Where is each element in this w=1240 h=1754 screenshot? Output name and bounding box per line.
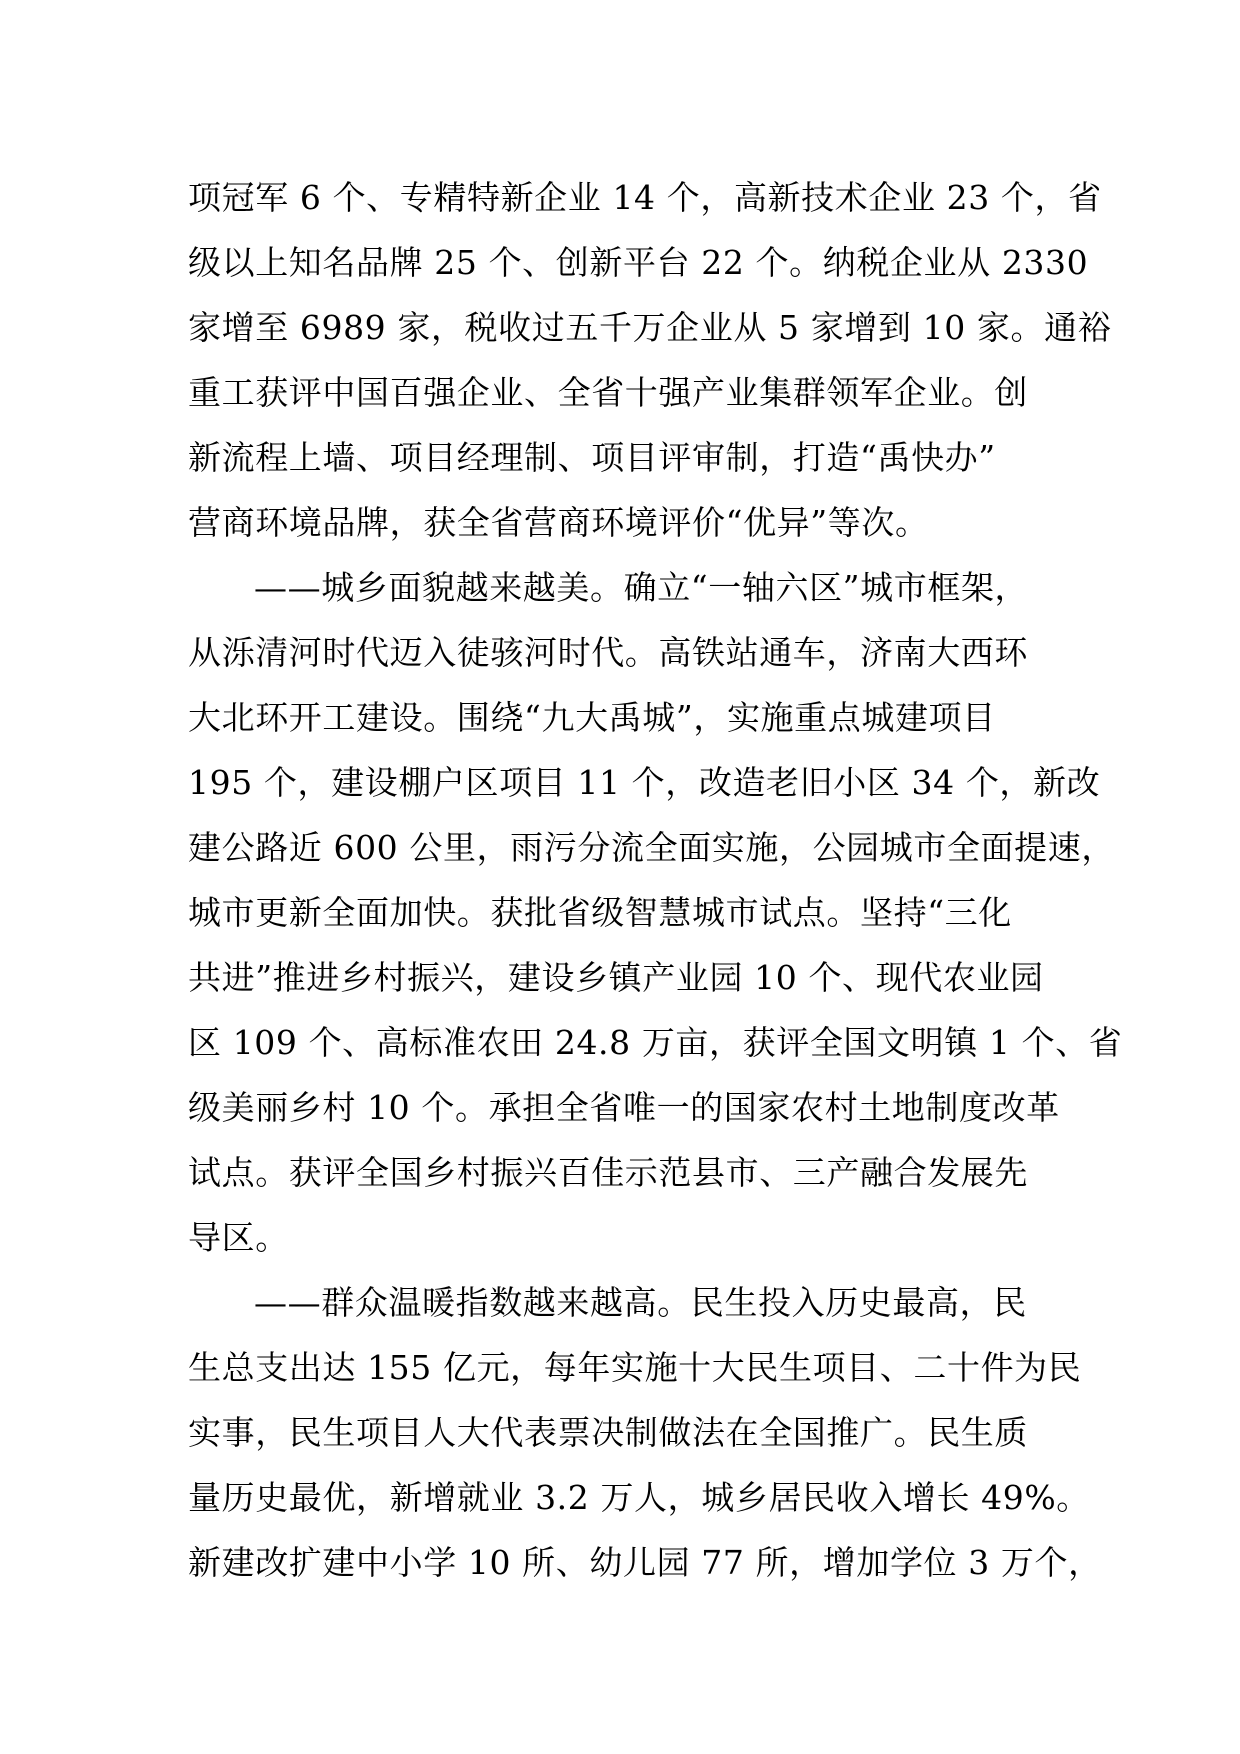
text-line: 城市更新全面加快。获批省级智慧城市试点。坚持“三化 [188, 893, 1012, 932]
text-line: 新流程上墙、项目经理制、项目评审制，打造“禹快办” [188, 438, 996, 477]
text-line: 建公路近 600 公里，雨污分流全面实施，公园城市全面提速， [188, 828, 1115, 867]
document-page [188, 165, 1123, 1595]
text-line: 重工获评中国百强企业、全省十强产业集群领军企业。创 [188, 373, 1028, 412]
text-line: 导区。 [188, 1218, 289, 1257]
text-line: 195 个，建设棚户区项目 11 个，改造老旧小区 34 个，新改 [188, 763, 1101, 802]
text-line: 实事，民生项目人大代表票决制做法在全国推广。民生质 [188, 1413, 1028, 1452]
text-line: ——城乡面貌越来越美。确立“一轴六区”城市框架， [254, 568, 1029, 607]
text-line: 营商环境品牌，获全省营商环境评价“优异”等次。 [188, 503, 929, 542]
text-line: 试点。获评全国乡村振兴百佳示范县市、三产融合发展先 [188, 1153, 1028, 1192]
text-line: 共进”推进乡村振兴，建设乡镇产业园 10 个、现代农业园 [188, 958, 1044, 997]
text-line: 级美丽乡村 10 个。承担全省唯一的国家农村土地制度改革 [188, 1088, 1060, 1127]
text-line: 家增至 6989 家，税收过五千万企业从 5 家增到 10 家。通裕 [188, 308, 1112, 347]
text-line: 量历史最优，新增就业 3.2 万人，城乡居民收入增长 49%。 [188, 1478, 1090, 1517]
text-line: 生总支出达 155 亿元，每年实施十大民生项目、二十件为民 [188, 1348, 1082, 1387]
paragraph-enterprises [188, 165, 1112, 555]
paragraph-livelihood [188, 1270, 1102, 1595]
text-line: 级以上知名品牌 25 个、创新平台 22 个。纳税企业从 2330 [188, 243, 1089, 282]
text-line: 从泺清河时代迈入徒骇河时代。高铁站通车，济南大西环 [188, 633, 1028, 672]
text-line: 大北环开工建设。围绕“九大禹城”，实施重点城建项目 [188, 698, 996, 737]
text-line: 新建改扩建中小学 10 所、幼儿园 77 所，增加学位 3 万个， [188, 1543, 1102, 1582]
text-line: ——群众温暖指数越来越高。民生投入历史最高，民 [254, 1283, 1027, 1322]
text-line: 项冠军 6 个、专精特新企业 14 个，高新技术企业 23 个，省 [188, 178, 1102, 217]
text-line: 区 109 个、高标准农田 24.8 万亩，获评全国文明镇 1 个、省 [188, 1023, 1123, 1062]
paragraph-urban-rural [188, 555, 1123, 1270]
